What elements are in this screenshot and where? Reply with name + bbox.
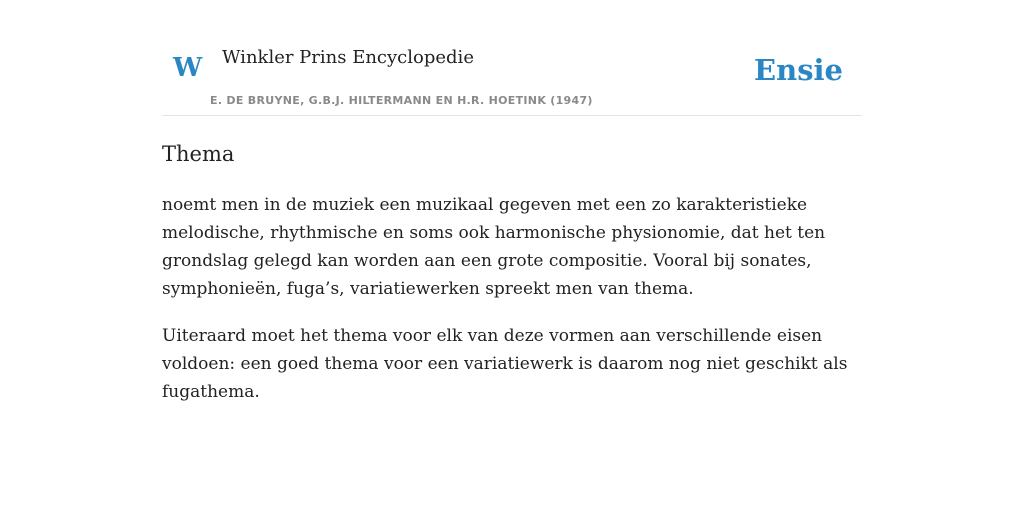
article-paragraph: Uiteraard moet het thema voor elk van deze vormen aan verschillende eisen voldoen: een goed thema voor een variatiewerk is daarom nog niet geschikt als fugathema. [162,326,848,402]
source-header [162,40,862,116]
encyclopedia-logo-icon[interactable]: W [173,53,203,83]
ensie-logo-link[interactable]: Ensie [754,53,843,87]
article-paragraph: noemt men in de muziek een muzikaal gegeven met een zo karakteristieke melodische, rhythmische en soms ook harmonische physionomie, dat het ten grondslag gelegd kan worden aan een grote compositie. Vooral bij sonates, symphonieën, fuga’s, variatiewerken spreekt men van thema. [162,195,826,299]
source-authors: E. DE BRUYNE, G.B.J. HILTERMANN EN H.R. HOETINK (1947) [210,94,593,107]
article-title: Thema [162,142,235,166]
source-title[interactable]: Winkler Prins Encyclopedie [222,47,474,68]
article [162,138,862,406]
